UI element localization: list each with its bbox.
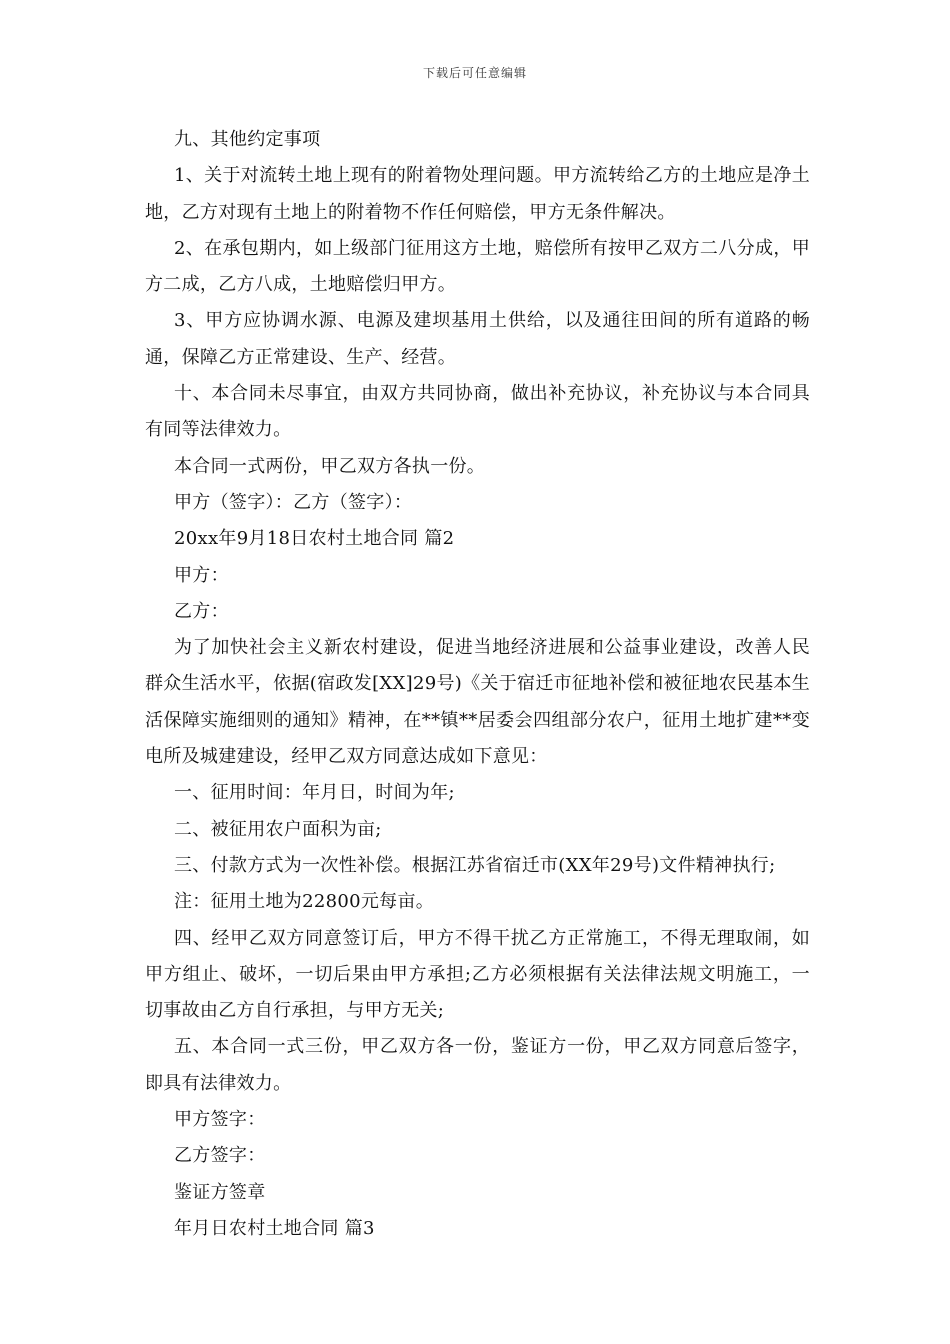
paragraph: 三、付款方式为一次性补偿。根据江苏省宿迁市(XX年29号)文件精神执行; [174, 854, 776, 876]
paragraph: 为了加快社会主义新农村建设，促进当地经济进展和公益事业建设，改善人民群众生活水平，依据(宿政发[XX]29号)《关于宿迁市征地补偿和被征地农民基本生活保障实施细则的通知》精神，在**镇**居委会四组部分农户，征用土地扩建**变电所及城建建设，经甲乙双方同意达成如下意见： [145, 637, 810, 768]
paragraph: 十、本合同未尽事宜，由双方共同协商，做出补充协议，补充协议与本合同具有同等法律效力。 [145, 383, 810, 441]
paragraph: 3、甲方应协调水源、电源及建坝基用土供给，以及通往田间的所有道路的畅通，保障乙方正常建设、生产、经营。 [145, 310, 810, 368]
party-a-label: 甲方： [174, 564, 229, 586]
paragraph: 2、在承包期内，如上级部门征用这方土地，赔偿所有按甲乙双方二八分成，甲方二成，乙方八成，土地赔偿归甲方。 [145, 237, 810, 296]
contract-title-part-3: 年月日农村土地合同 篇3 [174, 1217, 375, 1239]
page-header-note: 下载后可任意编辑 [422, 66, 527, 80]
paragraph: 本合同一式两份，甲乙双方各执一份。 [174, 455, 486, 477]
party-b-label: 乙方： [174, 600, 229, 622]
paragraph: 二、被征用农户面积为亩; [174, 818, 382, 840]
paragraph: 1、关于对流转土地上现有的附着物处理问题。甲方流转给乙方的土地应是净土地，乙方对现有土地上的附着物不作任何赔偿，甲方无条件解决。 [145, 165, 810, 223]
witness-seal: 鉴证方签章 [174, 1181, 266, 1203]
contract-title-part-2: 20xx年9月18日农村土地合同 篇2 [174, 528, 455, 550]
section-heading-other-terms: 九、其他约定事项 [174, 129, 321, 150]
paragraph: 注：征用土地为22800元每亩。 [174, 891, 435, 913]
paragraph: 四、经甲乙双方同意签订后，甲方不得干扰乙方正常施工，不得无理取闹，如甲方组止、破坏，一切后果由甲方承担;乙方必须根据有关法律法规文明施工，一切事故由乙方自行承担，与甲方无关; [145, 927, 810, 1022]
party-a-signature: 甲方签字： [174, 1109, 266, 1131]
party-b-signature: 乙方签字： [174, 1145, 266, 1167]
paragraph: 一、征用时间：年月日，时间为年; [174, 782, 455, 804]
signature-line: 甲方（签字）：乙方（签字）： [174, 491, 413, 513]
document-body [145, 122, 810, 1247]
paragraph: 五、本合同一式三份，甲乙双方各一份，鉴证方一份，甲乙双方同意后签字，即具有法律效力。 [145, 1036, 810, 1094]
